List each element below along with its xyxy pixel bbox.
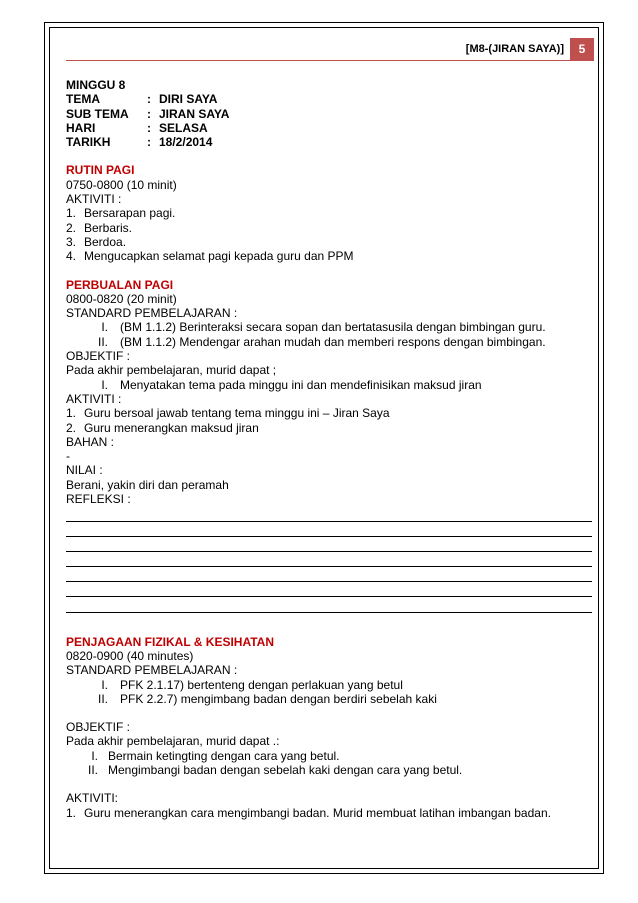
intro-row-hari: [66, 121, 592, 135]
objektif-item: [66, 378, 592, 392]
intro-colon: :: [147, 135, 151, 150]
standard-item: [66, 678, 592, 692]
intro-value: 18/2/2014: [159, 135, 213, 150]
list-item: [66, 206, 592, 220]
week-label: MINGGU 8: [66, 78, 126, 92]
list-number: 1.: [66, 206, 77, 221]
standard-text: (BM 1.1.2) Mendengar arahan mudah dan memberi respons dengan bimbingan.: [120, 334, 546, 349]
intro-value: DIRI SAYA: [159, 92, 218, 107]
list-text: Guru menerangkan cara mengimbangi badan. Murid membuat latihan imbangan badan.: [84, 805, 551, 820]
rutin-activity-label: AKTIVITI :: [66, 192, 122, 207]
roman-number: II.: [97, 691, 108, 706]
perbualan-objektif-label: OBJEKTIF :: [66, 349, 131, 364]
intro-colon: :: [147, 106, 151, 121]
intro-row-subtema: [66, 107, 592, 121]
writing-line: [66, 567, 592, 582]
intro-colon: :: [147, 92, 151, 107]
intro-key: SUB TEMA: [66, 106, 129, 121]
fizikal-objektif-intro: Pada akhir pembelajaran, murid dapat .:: [66, 734, 280, 749]
list-number: 1.: [66, 805, 77, 820]
roman-number: II.: [87, 763, 98, 777]
list-text: Mengucapkan selamat pagi kepada guru dan PPM: [84, 249, 354, 264]
list-item: [66, 406, 592, 420]
fizikal-standard-label: STANDARD PEMBELAJARAN :: [66, 663, 238, 678]
list-number: 2.: [66, 420, 77, 435]
list-text: Guru bersoal jawab tentang tema minggu ini – Jiran Saya: [84, 406, 390, 421]
intro-key: TEMA: [66, 92, 100, 107]
intro-row-tarikh: [66, 135, 592, 149]
writing-line: [66, 552, 592, 567]
list-item: [66, 221, 592, 235]
list-text: Berdoa.: [84, 234, 127, 249]
roman-number: I.: [101, 377, 108, 392]
nilai-value: Berani, yakin diri dan peramah: [66, 477, 229, 492]
document-body: [66, 78, 592, 820]
list-item: [66, 421, 592, 435]
fizikal-time: 0820-0900 (40 minutes): [66, 648, 194, 663]
perbualan-objektif-intro: Pada akhir pembelajaran, murid dapat ;: [66, 363, 277, 378]
list-text: Berbaris.: [84, 220, 133, 235]
fizikal-activity-label: AKTIVITI:: [66, 791, 119, 806]
intro-colon: :: [147, 120, 151, 135]
intro-value: JIRAN SAYA: [159, 106, 230, 121]
objektif-item: [66, 749, 592, 763]
writing-line: [66, 582, 592, 597]
list-number: 3.: [66, 234, 77, 249]
intro-key: HARI: [66, 120, 96, 135]
roman-number: II.: [97, 334, 108, 349]
rutin-title: RUTIN PAGI: [66, 163, 135, 178]
standard-item: [66, 692, 592, 706]
page-header: [66, 38, 594, 61]
page-number-badge: 5: [570, 38, 594, 60]
perbualan-standard-label: STANDARD PEMBELAJARAN :: [66, 306, 238, 321]
roman-number: I.: [101, 320, 108, 335]
nilai-label: NILAI :: [66, 463, 103, 478]
perbualan-title: PERBUALAN PAGI: [66, 277, 174, 292]
list-item: [66, 235, 592, 249]
list-item: [66, 249, 592, 263]
fizikal-objektif-label: OBJEKTIF :: [66, 720, 131, 735]
list-text: Bersarapan pagi.: [84, 206, 176, 221]
bahan-value: -: [66, 449, 70, 464]
roman-number: I.: [91, 748, 98, 763]
writing-line: [66, 537, 592, 552]
refleksi-label: REFLEKSI :: [66, 492, 131, 507]
list-number: 4.: [66, 249, 77, 264]
standard-text: (BM 1.1.2) Berinteraksi secara sopan dan bertatasusila dengan bimbingan guru.: [120, 320, 546, 335]
standard-item: [66, 335, 592, 349]
rutin-time: 0750-0800 (10 minit): [66, 177, 177, 192]
standard-item: [66, 320, 592, 334]
list-item: [66, 806, 592, 820]
fizikal-title: PENJAGAAN FIZIKAL & KESIHATAN: [66, 634, 275, 649]
writing-line: [66, 597, 592, 612]
writing-line: [66, 506, 592, 521]
bahan-label: BAHAN :: [66, 434, 115, 449]
header-title: [M8-(JIRAN SAYA)]: [465, 43, 564, 55]
refleksi-lines: [66, 506, 592, 612]
roman-number: I.: [101, 677, 108, 692]
objektif-text: Menyatakan tema pada minggu ini dan mendefinisikan maksud jiran: [120, 377, 482, 392]
perbualan-time: 0800-0820 (20 minit): [66, 291, 177, 306]
list-number: 2.: [66, 220, 77, 235]
intro-key: TARIKH: [66, 135, 111, 150]
objektif-text: Mengimbangi badan dengan sebelah kaki dengan cara yang betul.: [108, 763, 463, 777]
list-text: Guru menerangkan maksud jiran: [84, 420, 259, 435]
perbualan-activity-label: AKTIVITI :: [66, 391, 122, 406]
standard-text: PFK 2.2.7) mengimbang badan dengan berdiri sebelah kaki: [120, 691, 437, 706]
intro-row-tema: [66, 92, 592, 106]
objektif-item: [66, 763, 592, 777]
standard-text: PFK 2.1.17) bertenteng dengan perlakuan yang betul: [120, 677, 403, 692]
objektif-text: Bermain ketingting dengan cara yang betul.: [108, 748, 340, 763]
writing-line: [66, 522, 592, 537]
intro-value: SELASA: [159, 120, 208, 135]
list-number: 1.: [66, 406, 77, 421]
